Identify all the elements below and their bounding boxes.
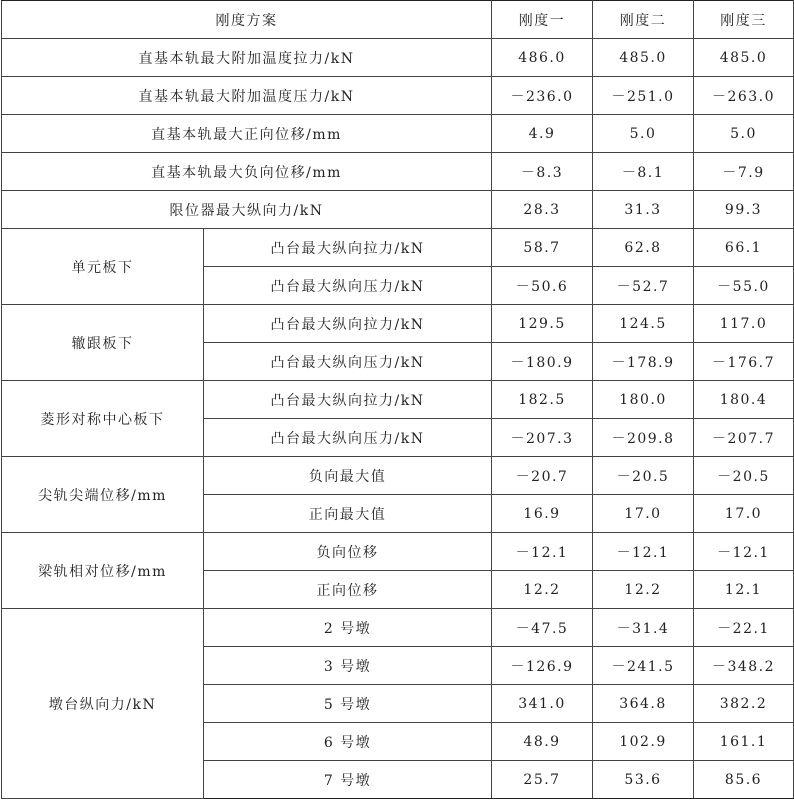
table-row — [2, 229, 794, 267]
sub-row-label: 正向最大值 — [204, 495, 492, 533]
value-cell: －52.7 — [593, 267, 694, 305]
value-cell: 341.0 — [492, 685, 593, 723]
value-cell: 12.1 — [694, 571, 794, 609]
table-row — [2, 39, 794, 77]
sub-row-label: 负向位移 — [204, 533, 492, 571]
table-row — [2, 381, 794, 419]
table-row — [2, 305, 794, 343]
value-cell: 5.0 — [593, 115, 694, 153]
value-cell: 161.1 — [694, 723, 794, 761]
value-cell: 17.0 — [694, 495, 794, 533]
value-cell: 124.5 — [593, 305, 694, 343]
value-cell: －7.9 — [694, 153, 794, 191]
value-cell: －50.6 — [492, 267, 593, 305]
value-cell: 62.8 — [593, 229, 694, 267]
value-cell: 382.2 — [694, 685, 794, 723]
value-cell: 58.7 — [492, 229, 593, 267]
value-cell: －20.5 — [593, 457, 694, 495]
group-label: 梁轨相对位移/mm — [2, 533, 204, 609]
value-cell: －126.9 — [492, 647, 593, 685]
group-label: 单元板下 — [2, 229, 204, 305]
value-cell: －241.5 — [593, 647, 694, 685]
value-cell: 4.9 — [492, 115, 593, 153]
value-cell: 12.2 — [593, 571, 694, 609]
value-cell: 485.0 — [593, 39, 694, 77]
group-label: 菱形对称中心板下 — [2, 381, 204, 457]
value-cell: 180.0 — [593, 381, 694, 419]
table-row — [2, 533, 794, 571]
group-label: 辙跟板下 — [2, 305, 204, 381]
value-cell: 48.9 — [492, 723, 593, 761]
header-row — [2, 1, 794, 39]
sub-row-label: 凸台最大纵向压力/kN — [204, 419, 492, 457]
value-cell: 180.4 — [694, 381, 794, 419]
value-cell: －209.8 — [593, 419, 694, 457]
table-row — [2, 115, 794, 153]
table-row — [2, 77, 794, 115]
group-label: 墩台纵向力/kN — [2, 609, 204, 799]
header-col-3: 刚度三 — [694, 1, 794, 39]
value-cell: 129.5 — [492, 305, 593, 343]
table-row — [2, 609, 794, 647]
value-cell: －20.7 — [492, 457, 593, 495]
value-cell: 102.9 — [593, 723, 694, 761]
value-cell: －348.2 — [694, 647, 794, 685]
header-col-1: 刚度一 — [492, 1, 593, 39]
sub-row-label: 凸台最大纵向拉力/kN — [204, 229, 492, 267]
value-cell: 117.0 — [694, 305, 794, 343]
value-cell: －12.1 — [694, 533, 794, 571]
value-cell: 17.0 — [593, 495, 694, 533]
sub-row-label: 负向最大值 — [204, 457, 492, 495]
table-body — [2, 1, 794, 799]
value-cell: 28.3 — [492, 191, 593, 229]
table-row — [2, 457, 794, 495]
value-cell: 99.3 — [694, 191, 794, 229]
sub-row-label: 7 号墩 — [204, 761, 492, 799]
sub-row-label: 凸台最大纵向压力/kN — [204, 267, 492, 305]
value-cell: －8.1 — [593, 153, 694, 191]
value-cell: 485.0 — [694, 39, 794, 77]
row-label: 直基本轨最大附加温度压力/kN — [2, 77, 492, 115]
sub-row-label: 正向位移 — [204, 571, 492, 609]
row-label: 直基本轨最大附加温度拉力/kN — [2, 39, 492, 77]
value-cell: 182.5 — [492, 381, 593, 419]
value-cell: －263.0 — [694, 77, 794, 115]
table-row — [2, 191, 794, 229]
value-cell: 53.6 — [593, 761, 694, 799]
value-cell: －180.9 — [492, 343, 593, 381]
value-cell: 364.8 — [593, 685, 694, 723]
sub-row-label: 3 号墩 — [204, 647, 492, 685]
row-label: 直基本轨最大负向位移/mm — [2, 153, 492, 191]
value-cell: 486.0 — [492, 39, 593, 77]
value-cell: －12.1 — [593, 533, 694, 571]
value-cell: 25.7 — [492, 761, 593, 799]
group-label: 尖轨尖端位移/mm — [2, 457, 204, 533]
sub-row-label: 凸台最大纵向压力/kN — [204, 343, 492, 381]
value-cell: －176.7 — [694, 343, 794, 381]
value-cell: 16.9 — [492, 495, 593, 533]
value-cell: －207.7 — [694, 419, 794, 457]
value-cell: 5.0 — [694, 115, 794, 153]
sub-row-label: 2 号墩 — [204, 609, 492, 647]
value-cell: 31.3 — [593, 191, 694, 229]
value-cell: －251.0 — [593, 77, 694, 115]
stiffness-scheme-table — [1, 0, 794, 799]
value-cell: －12.1 — [492, 533, 593, 571]
sub-row-label: 凸台最大纵向拉力/kN — [204, 305, 492, 343]
sub-row-label: 凸台最大纵向拉力/kN — [204, 381, 492, 419]
value-cell: －20.5 — [694, 457, 794, 495]
value-cell: －207.3 — [492, 419, 593, 457]
value-cell: 66.1 — [694, 229, 794, 267]
value-cell: －47.5 — [492, 609, 593, 647]
value-cell: －8.3 — [492, 153, 593, 191]
value-cell: 12.2 — [492, 571, 593, 609]
value-cell: －31.4 — [593, 609, 694, 647]
value-cell: －55.0 — [694, 267, 794, 305]
sub-row-label: 6 号墩 — [204, 723, 492, 761]
header-col-2: 刚度二 — [593, 1, 694, 39]
table-row — [2, 153, 794, 191]
row-label: 直基本轨最大正向位移/mm — [2, 115, 492, 153]
value-cell: －22.1 — [694, 609, 794, 647]
value-cell: 85.6 — [694, 761, 794, 799]
sub-row-label: 5 号墩 — [204, 685, 492, 723]
header-scheme-label: 刚度方案 — [2, 1, 492, 39]
value-cell: －236.0 — [492, 77, 593, 115]
row-label: 限位器最大纵向力/kN — [2, 191, 492, 229]
value-cell: －178.9 — [593, 343, 694, 381]
